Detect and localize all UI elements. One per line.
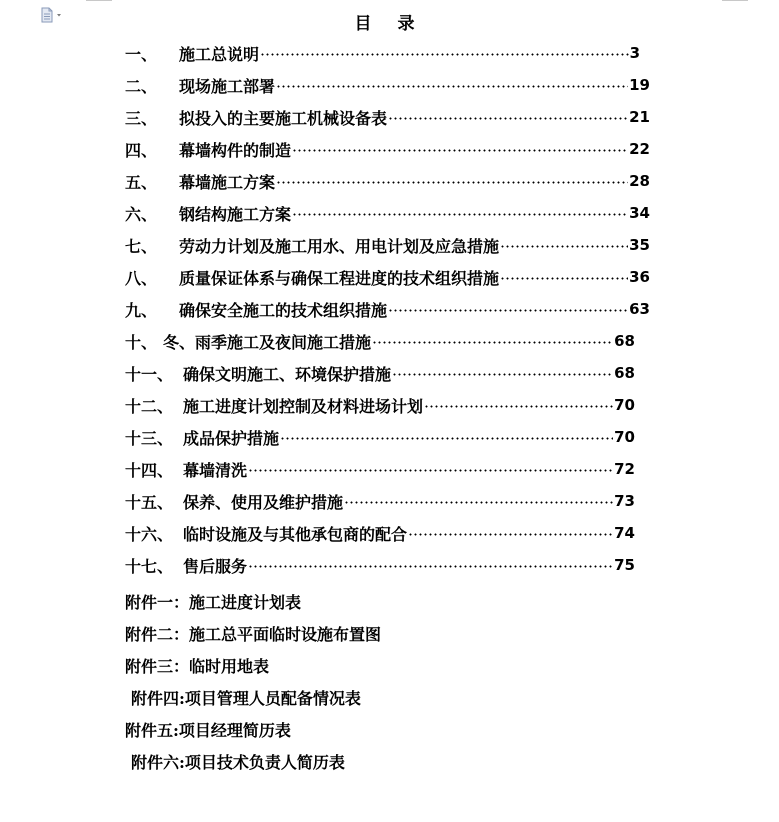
toc-title: 目 录 — [354, 14, 425, 34]
toc-entry-title: 施工进度计划控制及材料进场计划 — [183, 396, 424, 416]
toc-entry-number: 十七、 — [125, 556, 174, 576]
toc-entry-page: 19 — [629, 76, 650, 94]
toc-entry-page: 35 — [629, 236, 650, 254]
toc-leader-dots — [500, 245, 628, 248]
appendix-item[interactable]: 附件三：临时用地表 — [125, 657, 270, 676]
toc-entry-number: 十三、 — [125, 428, 174, 448]
toc-entry[interactable] — [125, 522, 635, 544]
toc-entry-title: 冬、雨季施工及夜间施工措施 — [163, 332, 372, 352]
page-corner-right — [722, 0, 748, 1]
toc-leader-dots — [248, 565, 613, 568]
toc-leader-dots — [248, 469, 613, 472]
toc-entry[interactable] — [125, 426, 635, 448]
toc-entry-title: 确保安全施工的技术组织措施 — [179, 300, 388, 320]
toc-leader-dots — [344, 501, 613, 504]
toc-entry-title: 施工总说明 — [179, 44, 260, 64]
toc-entry-title: 确保文明施工、环境保护措施 — [183, 364, 392, 384]
toc-leader-dots — [388, 117, 628, 120]
appendix-item[interactable]: 附件五:项目经理简历表 — [125, 721, 291, 740]
toc-entry[interactable] — [125, 490, 635, 512]
toc-entry-page: 68 — [614, 332, 635, 350]
toc-entry-title: 售后服务 — [183, 556, 248, 576]
toc-entry-page: 34 — [629, 204, 650, 222]
appendix-item[interactable]: 附件六:项目技术负责人简历表 — [131, 753, 345, 772]
toc-entry-number: 十、 — [125, 332, 158, 352]
toc-entry-number: 二、 — [125, 76, 158, 96]
toc-entry-number: 八、 — [125, 268, 158, 288]
toc-entry-title: 幕墙清洗 — [183, 460, 248, 480]
toc-entry-page: 22 — [629, 140, 650, 158]
toc-entry-page: 74 — [614, 524, 635, 542]
toc-entry-number: 六、 — [125, 204, 158, 224]
toc-entry-title: 钢结构施工方案 — [179, 204, 292, 224]
toc-leader-dots — [292, 149, 628, 152]
toc-entry-title: 拟投入的主要施工机械设备表 — [179, 108, 388, 128]
toc-entry[interactable] — [125, 330, 635, 352]
toc-entry-title: 幕墙施工方案 — [179, 172, 276, 192]
toc-entry-title: 保养、使用及维护措施 — [183, 492, 344, 512]
toc-entry[interactable] — [125, 554, 635, 576]
toc-leader-dots — [424, 405, 613, 408]
toc-leader-dots — [260, 53, 629, 56]
toc-leader-dots — [292, 213, 628, 216]
page-corner-left — [86, 0, 112, 1]
toc-entry-number: 十六、 — [125, 524, 174, 544]
toc-entry-page: 70 — [614, 428, 635, 446]
toc-entry-page: 36 — [629, 268, 650, 286]
toc-entry-title: 幕墙构件的制造 — [179, 140, 292, 160]
toc-entry-page: 72 — [614, 460, 635, 478]
toc-leader-dots — [276, 85, 628, 88]
toc-leader-dots — [500, 277, 628, 280]
appendix-item[interactable]: 附件一：施工进度计划表 — [125, 593, 302, 612]
toc-entry-number: 十二、 — [125, 396, 174, 416]
toc-entry[interactable] — [125, 234, 650, 256]
toc-entry-page: 21 — [629, 108, 650, 126]
toc-leader-dots — [408, 533, 613, 536]
toc-entry-number: 十四、 — [125, 460, 174, 480]
toc-entry-number: 十五、 — [125, 492, 174, 512]
toc-entry-number: 四、 — [125, 140, 158, 160]
toc-entry[interactable] — [125, 74, 650, 96]
toc-entry[interactable] — [125, 362, 635, 384]
toc-entry-number: 一、 — [125, 44, 158, 64]
toc-entry[interactable] — [125, 298, 650, 320]
toc-entry-title: 现场施工部署 — [179, 76, 276, 96]
toc-entry-number: 五、 — [125, 172, 158, 192]
toc-leader-dots — [388, 309, 628, 312]
toc-leader-dots — [276, 181, 628, 184]
toc-entry-page: 3 — [629, 44, 640, 62]
toc-entry-page: 68 — [614, 364, 635, 382]
toc-entry-page: 63 — [629, 300, 650, 318]
toc-entry[interactable] — [125, 394, 635, 416]
toc-entry[interactable] — [125, 138, 650, 160]
toc-entry-title: 临时设施及与其他承包商的配合 — [183, 524, 408, 544]
toc-entry-title: 劳动力计划及施工用水、用电计划及应急措施 — [179, 236, 500, 256]
toc-entry-title: 成品保护措施 — [183, 428, 280, 448]
toc-leader-dots — [392, 373, 613, 376]
toc-entry-page: 70 — [614, 396, 635, 414]
appendix-item[interactable]: 附件四:项目管理人员配备情况表 — [131, 689, 361, 708]
toc-entry[interactable] — [125, 42, 640, 64]
toc-entry-number: 十一、 — [125, 364, 174, 384]
toc-entry[interactable] — [125, 170, 650, 192]
toc-entry[interactable] — [125, 458, 635, 480]
toc-entry-page: 28 — [629, 172, 650, 190]
toc-entry-page: 73 — [614, 492, 635, 510]
toc-entry-page: 75 — [614, 556, 635, 574]
toc-entry-number: 九、 — [125, 300, 158, 320]
toc-entry-number: 三、 — [125, 108, 158, 128]
toc-leader-dots — [280, 437, 613, 440]
toc-entry[interactable] — [125, 266, 650, 288]
toc-leader-dots — [372, 341, 613, 344]
toc-entry[interactable] — [125, 202, 650, 224]
toc-entry-title: 质量保证体系与确保工程进度的技术组织措施 — [179, 268, 500, 288]
toc-entry-number: 七、 — [125, 236, 158, 256]
appendix-item[interactable]: 附件二：施工总平面临时设施布置图 — [125, 625, 382, 644]
toc-entry[interactable] — [125, 106, 650, 128]
